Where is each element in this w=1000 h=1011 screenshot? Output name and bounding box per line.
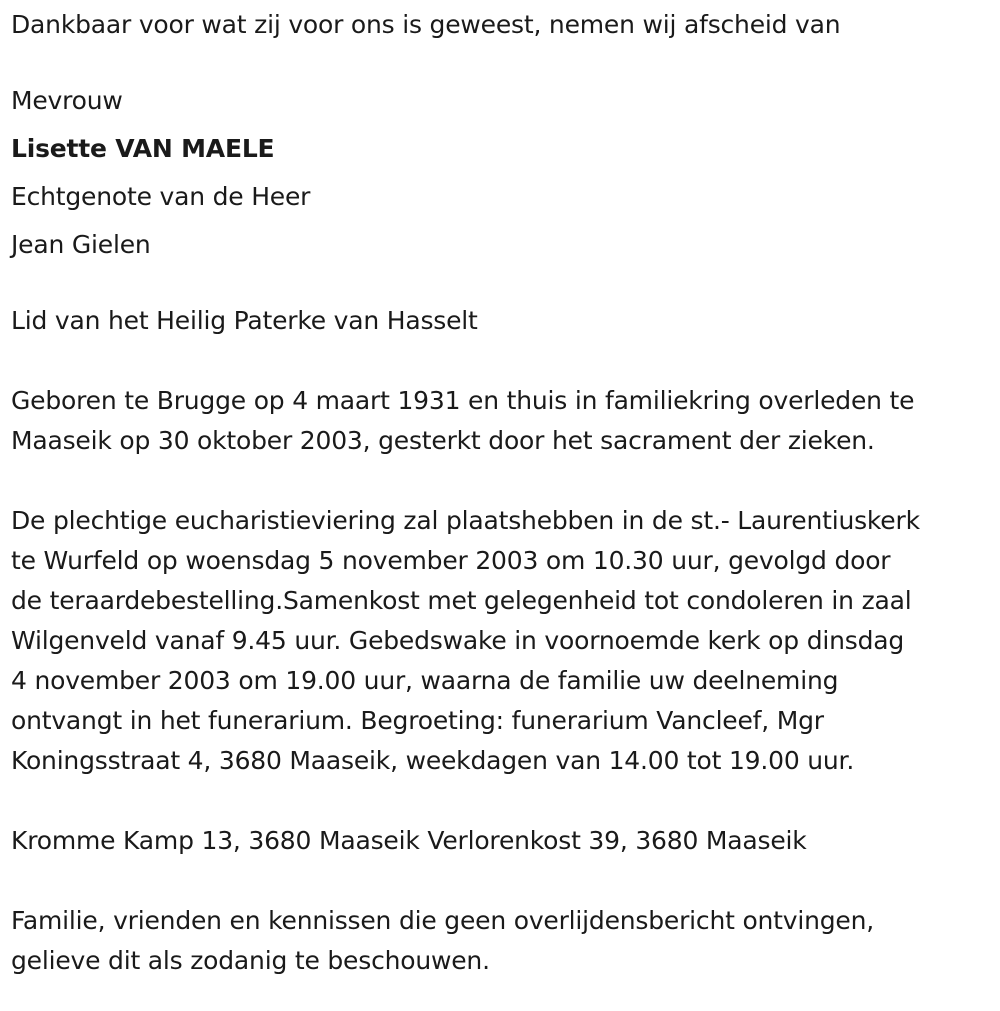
ceremony-line: de teraardebestelling.Samenkost met gelegenheid tot condoleren in zaal [11,586,912,615]
spouse-name: Jean Gielen [11,230,151,259]
closing-line: Familie, vrienden en kennissen die geen overlijdensbericht ontvingen, [11,906,875,935]
birth-death-line: Maaseik op 30 oktober 2003, gesterkt door het sacrament der zieken. [11,426,875,455]
birth-death-paragraph [11,381,990,461]
person-name: Lisette VAN MAELE [11,134,275,163]
ceremony-paragraph [11,501,990,781]
ceremony-line: te Wurfeld op woensdag 5 november 2003 om 10.30 uur, gevolgd door [11,546,891,575]
addresses-text: Kromme Kamp 13, 3680 Maaseik Verlorenkost 39, 3680 Maaseik [11,826,807,855]
ceremony-line: 4 november 2003 om 19.00 uur, waarna de familie uw deelneming [11,666,839,695]
ceremony-line: De plechtige eucharistieviering zal plaatshebben in de st.- Laurentiuskerk [11,506,920,535]
ceremony-line: Koningsstraat 4, 3680 Maaseik, weekdagen van 14.00 tot 19.00 uur. [11,746,855,775]
intro-text: Dankbaar voor wat zij voor ons is geweest, nemen wij afscheid van [11,10,841,39]
obituary-page [0,5,1000,1011]
person-title: Mevrouw [11,86,123,115]
person-relation: Echtgenote van de Heer [11,182,311,211]
birth-death-line: Geboren te Brugge op 4 maart 1931 en thuis in familiekring overleden te [11,386,915,415]
closing-line: gelieve dit als zodanig te beschouwen. [11,946,490,975]
ceremony-line: ontvangt in het funerarium. Begroeting: funerarium Vancleef, Mgr [11,706,824,735]
closing-paragraph [11,901,990,981]
membership-text: Lid van het Heilig Paterke van Hasselt [11,306,478,335]
ceremony-line: Wilgenveld vanaf 9.45 uur. Gebedswake in voornoemde kerk op dinsdag [11,626,905,655]
